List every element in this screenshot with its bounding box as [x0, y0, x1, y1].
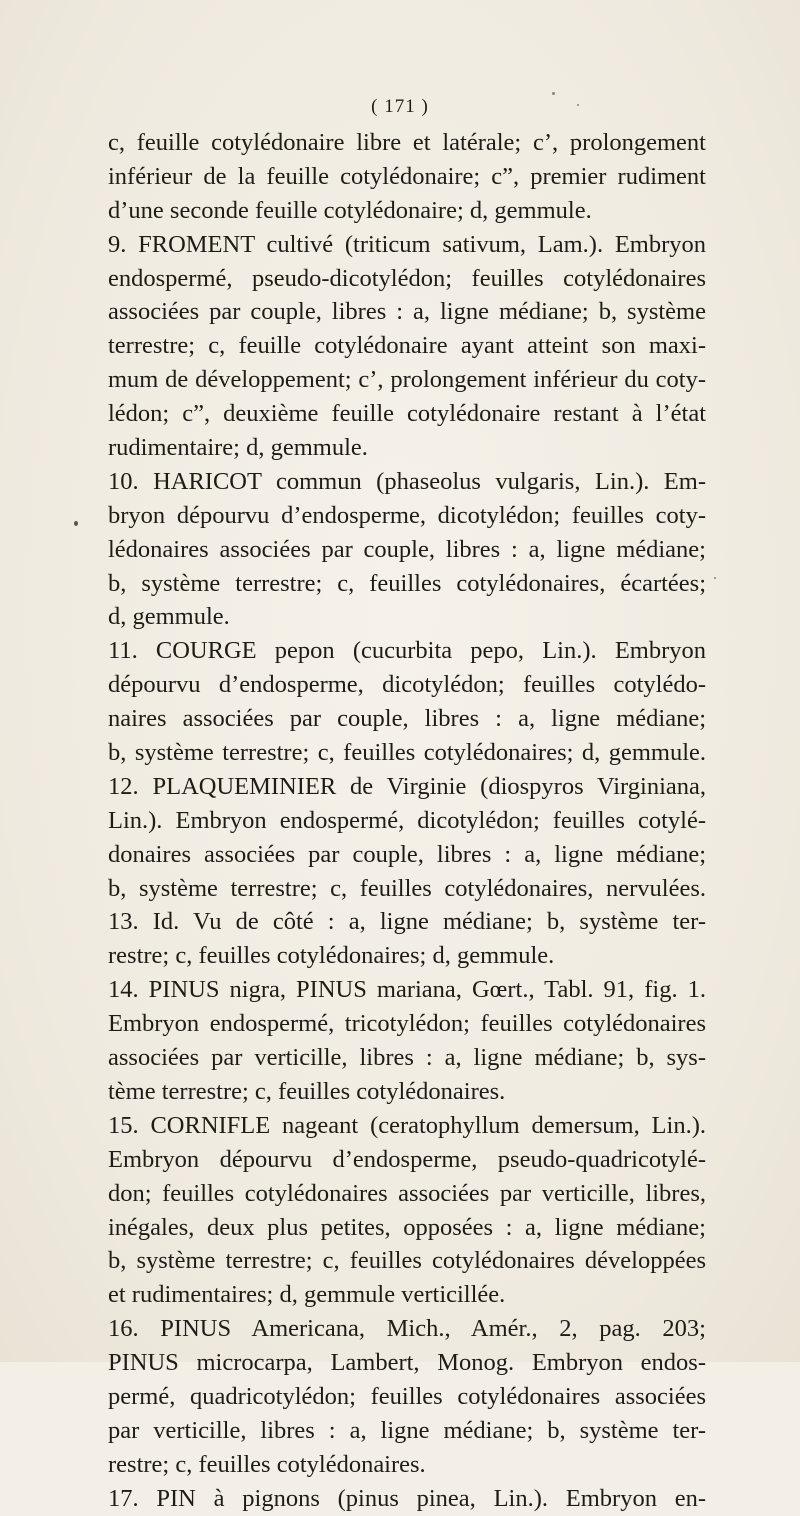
text-line: par verticille, libres : a, ligne médiane; b, système ter-: [108, 1416, 706, 1444]
text-line: Embryon endospermé, tricotylédon; feuilles cotylédonaires: [108, 1010, 706, 1038]
text-line: 13. Id. Vu de côté : a, ligne médiane; b, système ter-: [108, 908, 706, 936]
text-line: restre; c, feuilles cotylédonaires.: [108, 1450, 426, 1478]
text-line: donaires associées par couple, libres : a, ligne médiane;: [108, 840, 706, 868]
text-line: d’une seconde feuille cotylédonaire; d, gemmule.: [108, 196, 592, 224]
page-body-text: [108, 126, 706, 1516]
text-line: Lin.). Embryon endospermé, dicotylédon; feuilles cotylé-: [108, 806, 706, 834]
text-line: rudimentaire; d, gemmule.: [108, 434, 368, 462]
text-line: 14. PINUS nigra, PINUS mariana, Gœrt., Tabl. 91, fig. 1.: [108, 976, 706, 1004]
text-line: mum de développement; c’, prolongement inférieur du coty-: [108, 366, 706, 394]
text-line: bryon dépourvu d’endosperme, dicotylédon; feuilles coty-: [108, 501, 706, 529]
text-line: dépourvu d’endosperme, dicotylédon; feuilles cotylédo-: [108, 671, 706, 699]
print-speck: [74, 521, 78, 526]
text-line: naires associées par couple, libres : a, ligne médiane;: [108, 705, 706, 733]
text-line: 15. CORNIFLE nageant (ceratophyllum demersum, Lin.).: [108, 1111, 706, 1139]
text-line: b, système terrestre; c, feuilles cotylédonaires; d, gemmule.: [108, 739, 706, 767]
text-line: tème terrestre; c, feuilles cotylédonaires.: [108, 1077, 506, 1105]
text-line: b, système terrestre; c, feuilles cotylédonaires développées: [108, 1247, 706, 1275]
text-line: don; feuilles cotylédonaires associées par verticille, libres,: [108, 1179, 706, 1207]
text-line: associées par verticille, libres : a, ligne médiane; b, sys-: [108, 1044, 706, 1072]
text-line: c, feuille cotylédonaire libre et latérale; c’, prolongement: [108, 129, 706, 156]
text-line: 11. COURGE pepon (cucurbita pepo, Lin.). Embryon: [108, 637, 706, 665]
text-line: lédonaires associées par couple, libres : a, ligne médiane;: [108, 535, 706, 563]
text-line: 9. FROMENT cultivé (triticum sativum, Lam.). Embryon: [108, 230, 706, 258]
text-line: 17. PIN à pignons (pinus pinea, Lin.). Embryon en-: [108, 1484, 706, 1512]
text-line: terrestre; c, feuille cotylédonaire ayant atteint son maxi-: [108, 332, 706, 360]
text-line: Embryon dépourvu d’endosperme, pseudo-quadricotylé-: [108, 1145, 706, 1173]
text-line: restre; c, feuilles cotylédonaires; d, gemmule.: [108, 942, 555, 970]
text-line: inégales, deux plus petites, opposées : a, ligne médiane;: [108, 1213, 706, 1241]
text-line: b, système terrestre; c, feuilles cotylédonaires, nervulées.: [108, 874, 706, 902]
text-line: inférieur de la feuille cotylédonaire; c”, premier rudiment: [108, 162, 706, 190]
print-speck: [552, 92, 555, 95]
text-line: lédon; c”, deuxième feuille cotylédonaire restant à l’état: [108, 400, 706, 428]
text-line: endospermé, pseudo-dicotylédon; feuilles cotylédonaires: [108, 264, 706, 292]
page-number: ( 171 ): [371, 96, 429, 117]
text-line: associées par couple, libres : a, ligne médiane; b, système: [108, 298, 706, 326]
text-line: PINUS microcarpa, Lambert, Monog. Embryon endos-: [108, 1349, 706, 1377]
text-line: permé, quadricotylédon; feuilles cotylédonaires associées: [108, 1382, 706, 1410]
text-line: b, système terrestre; c, feuilles cotylédonaires, écartées;: [108, 569, 706, 597]
text-line: 16. PINUS Americana, Mich., Amér., 2, pag. 203;: [108, 1315, 706, 1343]
print-speck: [577, 104, 579, 106]
text-line: d, gemmule.: [108, 603, 230, 631]
text-line: 10. HARICOT commun (phaseolus vulgaris, Lin.). Em-: [108, 467, 706, 495]
text-line: et rudimentaires; d, gemmule verticillée.: [108, 1281, 506, 1309]
print-speck: [714, 577, 716, 579]
text-line: 12. PLAQUEMINIER de Virginie (diospyros Virginiana,: [108, 772, 706, 800]
